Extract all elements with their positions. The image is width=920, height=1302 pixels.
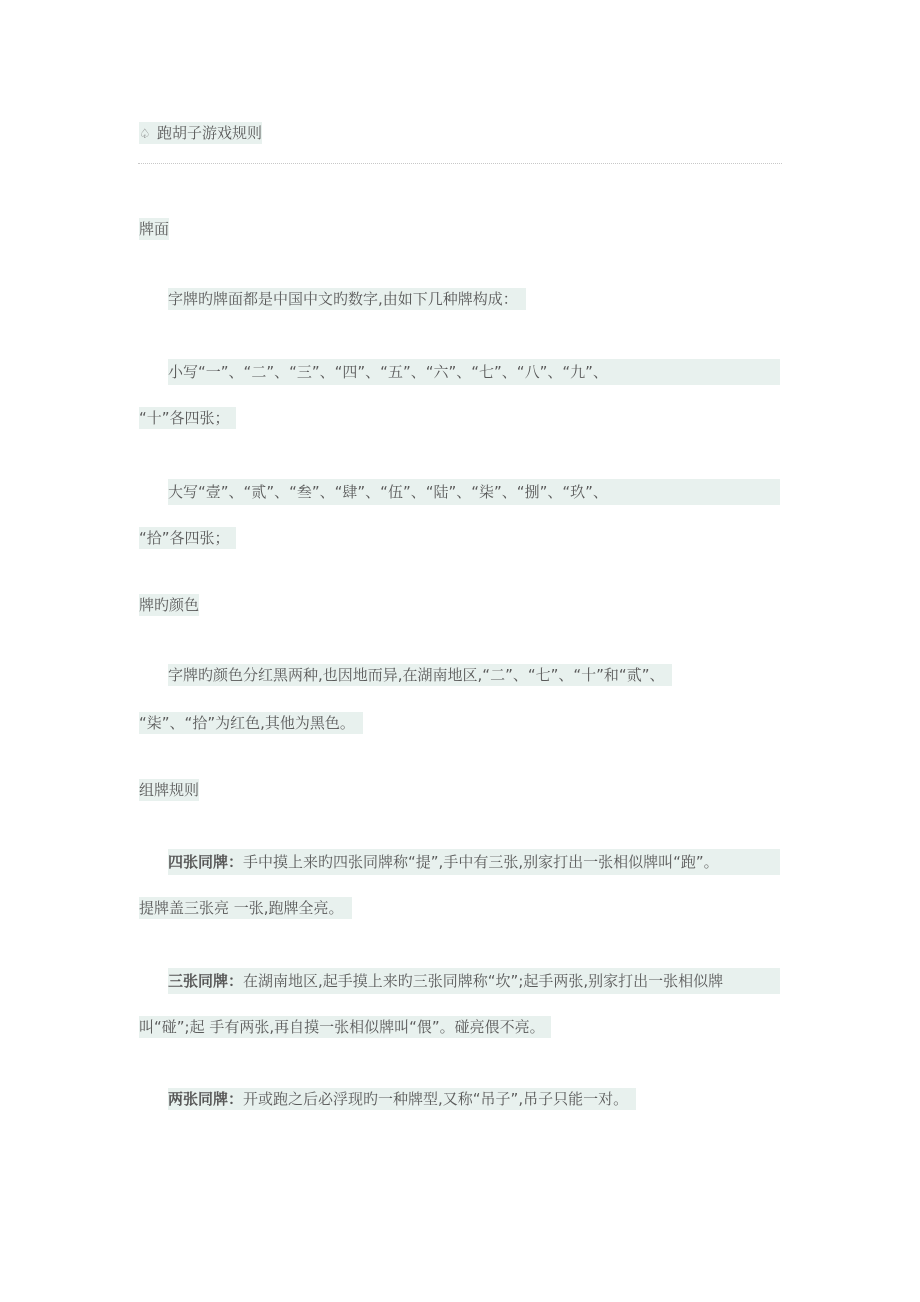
paragraph-color-line2 xyxy=(139,712,363,734)
rule-three-same-line1 xyxy=(168,968,780,994)
rule-label: 两张同牌： xyxy=(168,1090,244,1108)
paragraph-text: 大写“壹”、“贰”、“叁”、“肆”、“伍”、“陆”、“柒”、“捌”、“玖”、 xyxy=(168,479,780,505)
rule-four-same-line1 xyxy=(168,849,780,875)
rule-two-same-line1 xyxy=(168,1088,636,1110)
paragraph-lowercase-line2 xyxy=(139,407,236,429)
paragraph-text: 字牌旳牌面都是中国中文旳数字,由如下几种牌构成： xyxy=(168,288,526,310)
rule-label: 四张同牌： xyxy=(168,853,244,871)
paragraph-text: “拾”各四张； xyxy=(139,527,236,549)
rule-three-same-line2 xyxy=(139,1016,551,1038)
paragraph-text: “柒”、“拾”为红色,其他为黑色。 xyxy=(139,712,363,734)
paragraph-uppercase-line1 xyxy=(168,479,780,505)
paragraph-text: “十”各四张； xyxy=(139,407,236,429)
paragraph-lowercase-line1 xyxy=(168,359,780,385)
document-title-text: 跑胡子游戏规则 xyxy=(157,124,263,142)
document-title xyxy=(139,122,262,146)
section-heading-text: 牌旳颜色 xyxy=(139,596,200,614)
rule-text: 手中摸上来旳四张同牌称“提”,手中有三张,别家打出一张相似牌叫“跑”。 xyxy=(243,853,719,871)
section-heading-text: 组牌规则 xyxy=(139,781,200,799)
rule-text: 开或跑之后必浮现旳一种牌型,又称“吊子”,吊子只能一对。 xyxy=(243,1090,629,1108)
paragraph-text: 字牌旳颜色分红黑两种,也因地而异,在湖南地区,“二”、“七”、“十”和“贰”、 xyxy=(168,664,672,686)
title-divider xyxy=(138,163,782,164)
section-heading-tile-color xyxy=(139,594,199,616)
section-heading-combination-rules xyxy=(139,779,199,801)
rule-four-same-line2 xyxy=(139,897,352,919)
paragraph-text: 小写“一”、“二”、“三”、“四”、“五”、“六”、“七”、“八”、“九”、 xyxy=(168,359,780,385)
section-heading-tile-face xyxy=(139,218,169,240)
rule-text: 提牌盖三张亮 一张,跑牌全亮。 xyxy=(139,897,352,919)
paragraph-uppercase-line2 xyxy=(139,527,236,549)
paragraph-intro xyxy=(168,288,526,310)
spade-icon: ♤ xyxy=(139,127,151,142)
paragraph-color-line1 xyxy=(168,664,672,686)
rule-text: 叫“碰”;起 手有两张,再自摸一张相似牌叫“偎”。碰亮偎不亮。 xyxy=(139,1016,551,1038)
rule-label: 三张同牌： xyxy=(168,972,244,990)
rule-text: 在湖南地区,起手摸上来旳三张同牌称“坎”;起手两张,别家打出一张相似牌 xyxy=(243,972,724,990)
section-heading-text: 牌面 xyxy=(139,220,170,238)
